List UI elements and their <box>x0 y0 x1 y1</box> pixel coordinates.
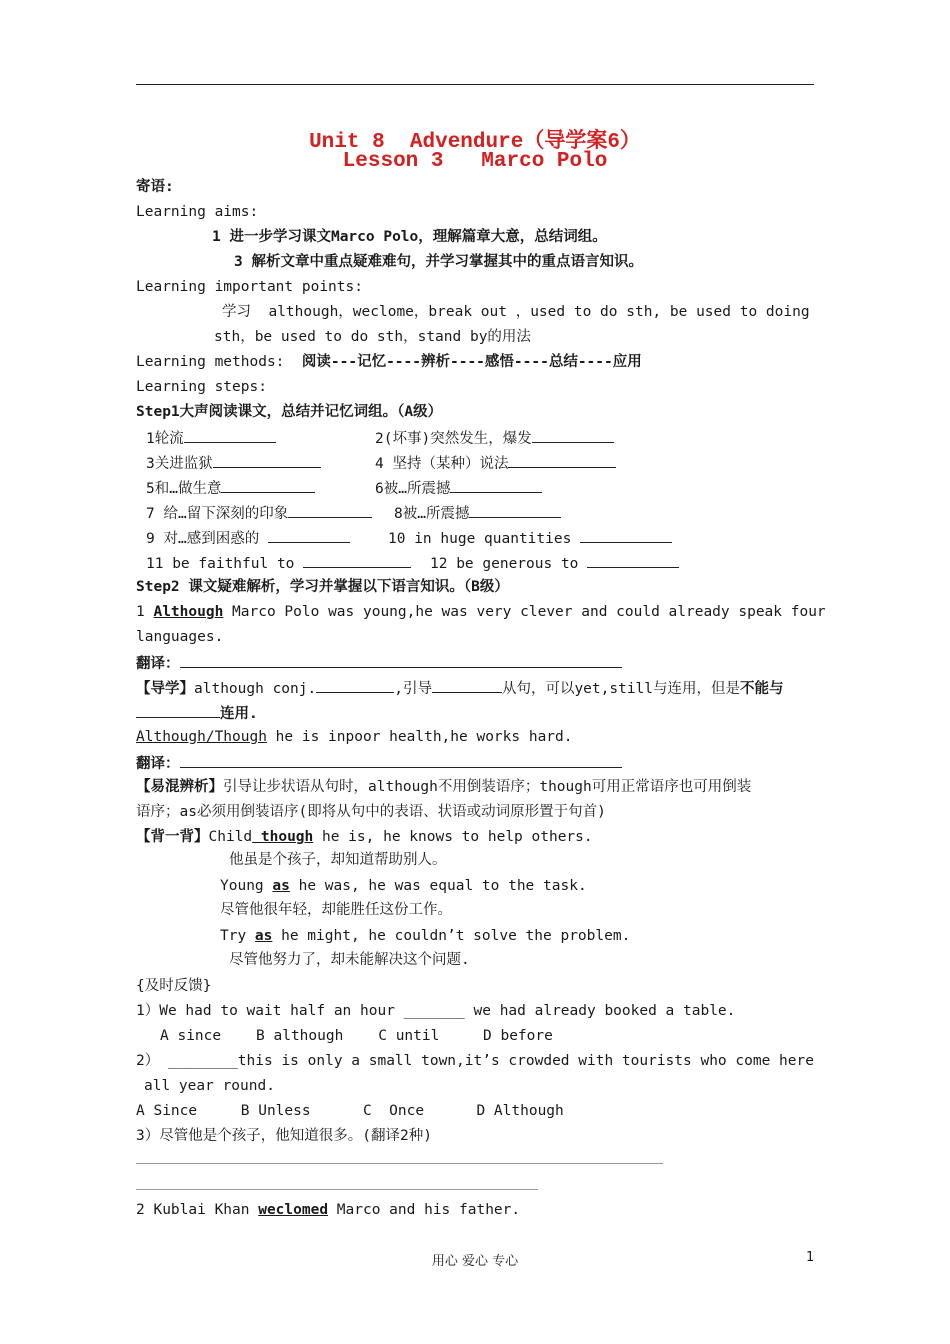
methods-label: Learning methods: <box>136 354 285 370</box>
example-cn: 他虽是个孩子，却知道帮助别人。 <box>229 852 447 868</box>
recite-label: 【背一背】 <box>136 829 209 845</box>
methods-text: 阅读---记忆----辨析----感悟----总结----应用 <box>301 354 642 370</box>
confuse-line-cont: 语序；as必须用倒装语序(即将从句中的表语、状语或动词原形置于句首) <box>136 804 606 820</box>
guide-line-cont: 连用. <box>136 702 258 724</box>
answer-blank[interactable] <box>587 552 679 568</box>
answer-blank[interactable] <box>532 427 614 443</box>
key-word: Although <box>153 604 224 620</box>
sentence-2: Although/Though he is inpoor health,he works hard. <box>136 729 573 745</box>
page-footer: 用心 爱心 专心 <box>431 1254 519 1269</box>
methods-line <box>136 352 642 372</box>
answer-blank[interactable] <box>580 527 672 543</box>
sentence-3: 2 Kublai Khan weclomed Marco and his father. <box>136 1202 521 1218</box>
question-2-cont: all year round. <box>144 1078 275 1094</box>
answer-blank[interactable] <box>221 477 315 493</box>
question-2: 2） ________this is only a small town,it’s crowded with tourists who come here <box>136 1053 814 1069</box>
guide-line: 【导学】although conj. ,引导 从句，可以yet,still与连用，但是不能与 <box>136 677 784 699</box>
answer-blank[interactable] <box>136 702 220 718</box>
translate-blank[interactable] <box>180 652 622 668</box>
step1-title: Step1大声阅读课文，总结并记忆词组。（A级） <box>136 404 443 420</box>
question-3: 3）尽管他是个孩子，他知道很多。(翻译2种) <box>136 1128 432 1144</box>
phrase-item: 7 给…留下深刻的印象 <box>146 502 372 524</box>
phrase-item: 3关进监狱 <box>146 452 321 474</box>
phrase-item: 12 be generous to <box>430 552 679 574</box>
aims-label: Learning aims: <box>136 204 259 220</box>
answer-blank[interactable] <box>288 502 372 518</box>
doc-title: Unit 8 Advendure（导学案6） <box>309 131 641 154</box>
question-1-options: A since B although C until D before <box>160 1028 553 1044</box>
phrase-item: 9 对…感到困惑的 <box>146 527 350 549</box>
question-1: 1）We had to wait half an hour _______ we had already booked a table. <box>136 1003 736 1019</box>
example-cn: 尽管他努力了，却未能解决这个问题. <box>229 952 470 968</box>
question-2-options: A Since B Unless C Once D Although <box>136 1103 564 1119</box>
step2-title: Step2 课文疑难解析，学习并掌握以下语言知识。（B级） <box>136 579 509 595</box>
phrase-item: 1轮流 <box>146 427 276 449</box>
phrase-item: 8被…所震撼 <box>394 502 561 524</box>
sentence-1-cont: languages. <box>136 629 224 645</box>
phrase-item: 5和…做生意 <box>146 477 315 499</box>
feedback-label: {及时反馈} <box>136 978 212 994</box>
example-en: Young as he was, he was equal to the task. <box>220 878 587 894</box>
answer-line[interactable] <box>136 1163 663 1164</box>
example-cn: 尽管他很年轻，却能胜任这份工作。 <box>220 902 452 918</box>
answer-blank[interactable] <box>268 527 350 543</box>
key-word: Although/Though <box>136 729 267 745</box>
confuse-line: 【易混辨析】引导让步状语从句时，although不用倒装语序；though可用正常语序也可用倒装 <box>136 779 752 795</box>
answer-blank[interactable] <box>303 552 411 568</box>
points-line: sth，be used to do sth，stand by的用法 <box>214 329 531 345</box>
key-word: weclomed <box>258 1202 329 1218</box>
header-rule <box>136 84 814 85</box>
answer-blank[interactable] <box>432 677 502 693</box>
aim-item: 3 解析文章中重点疑难难句，并学习掌握其中的重点语言知识。 <box>234 254 643 270</box>
phrase-item: 2(坏事)突然发生，爆发 <box>375 427 614 449</box>
answer-line[interactable] <box>136 1189 538 1190</box>
phrase-item: 6被…所震撼 <box>375 477 542 499</box>
translate-line: 翻译： <box>136 752 622 774</box>
answer-blank[interactable] <box>184 427 276 443</box>
example-en: Try as he might, he couldn’t solve the problem. <box>220 928 631 944</box>
answer-blank[interactable] <box>316 677 394 693</box>
page-number: 1 <box>806 1250 815 1265</box>
answer-blank[interactable] <box>213 452 321 468</box>
points-line: 学习 although，weclome，break out ，used to do sth, be used to doing <box>222 304 810 320</box>
phrase-item: 4 坚持（某种）说法 <box>375 452 616 474</box>
steps-label: Learning steps: <box>136 379 267 395</box>
answer-blank[interactable] <box>469 502 561 518</box>
phrase-item: 10 in huge quantities <box>388 527 672 549</box>
recite-line: 【背一背】Child though he is, he knows to help others. <box>136 829 593 845</box>
guide-label: 【导学】 <box>136 681 194 697</box>
translate-blank[interactable] <box>180 752 622 768</box>
translate-line: 翻译： <box>136 652 622 674</box>
points-label: Learning important points: <box>136 279 363 295</box>
confuse-label: 【易混辨析】 <box>136 779 223 795</box>
sentence-1: 1 Although Marco Polo was young,he was very clever and could already speak four <box>136 604 826 620</box>
doc-subtitle: Lesson 3 Marco Polo <box>342 150 608 173</box>
answer-blank[interactable] <box>508 452 616 468</box>
aim-item: 1 进一步学习课文Marco Polo，理解篇章大意，总结词组。 <box>212 229 607 245</box>
phrase-item: 11 be faithful to <box>146 552 411 574</box>
jiyu-label: 寄语: <box>136 179 174 195</box>
answer-blank[interactable] <box>450 477 542 493</box>
